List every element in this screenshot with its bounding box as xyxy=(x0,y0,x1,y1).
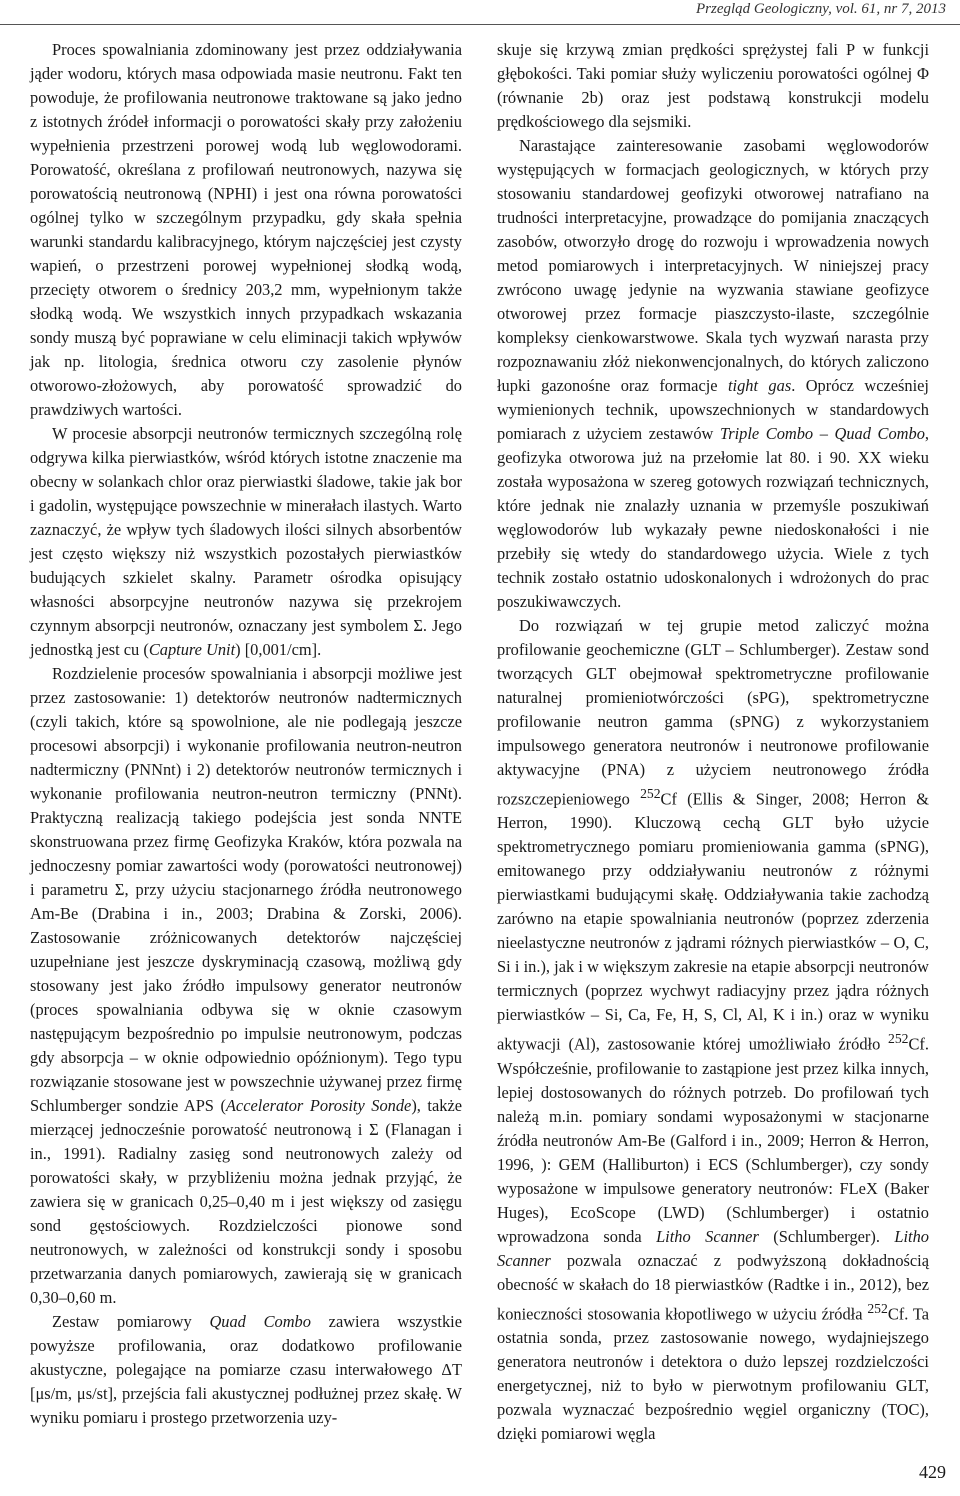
header-rule xyxy=(0,24,960,25)
paragraph-text: , geofizyka otworowa już na przełomie lat 80. i 90. XX wieku została wyposażona w szereg gotowych rozwiązań technicznych, które jednak nie znalazły uznania w przemyśle poszukiwań węglowodorów lub wykazały pewne niedoskonałości i nie przebiły się wtedy do standardowego użycia. Wiele z tych technik zostało ostatnio udoskonalonych i wdrożonych do prac poszukiwawczych. xyxy=(497,424,930,611)
page-number: 429 xyxy=(919,1462,946,1482)
italic-term: Capture Unit xyxy=(148,640,236,659)
superscript: 252 xyxy=(640,786,661,801)
italic-term: Triple Combo – Quad Combo xyxy=(720,424,925,443)
italic-term: Accelerator Porosity Sonde xyxy=(225,1096,412,1115)
paragraph xyxy=(30,662,462,1310)
right-column xyxy=(497,38,929,1446)
paragraph xyxy=(30,422,462,662)
italic-term: tight gas xyxy=(727,376,792,395)
paragraph-text: Narastające zainteresowanie zasobami węglowodorów występujących w formacjach geologicznych, w których przy stosowaniu standardowej geofizyki otworowej natrafiano na trudności interpretacyjne, prowadzące do pomijania znaczących zasobów, otworzyło drogę do rozwoju i wprowadzenia nowych metod pomiarowych i interpretacyjnych. W niniejszej pracy zwrócono uwagę jedynie na wyzwania stawiane geofizyce otworowej przez formacje piaszczysto-ilaste, szczególnie kompleksy cienkowarstwowe. Skala tych wyzwań narasta przy rozpoznawaniu złóż niekonwencjonalnych, do których zaliczono łupki gazonośne oraz formacje xyxy=(497,136,929,395)
paragraph-text: ), także mierzącej jednocześnie porowatość neutronową i Σ (Flanagan i in., 1991). Radialny zasięg sond neutronowych zależy od porowatości skały, w przybliżeniu można jednak przyjąć, że zawiera się w granicach 0,25–0,40 m i jest większy od zasięgu sond gęstościowych. Rozdzielczości pionowe sond neutronowych, w zależności od konstrukcji sondy i sposobu przetwarzania danych pomiarowych, zawierają się w granicach 0,30–0,60 m. xyxy=(30,1096,462,1307)
italic-term: Litho Scanner xyxy=(497,1226,929,1270)
paragraph-text: skuje się krzywą zmian prędkości sprężystej fali P w funkcji głębokości. Taki pomiar służy wyliczeniu porowatości ogólnej Φ (równanie 2b) oraz jest podstawą konstrukcji modelu prędkościowego dla sejsmiki. xyxy=(497,40,929,131)
paragraph-text: W procesie absorpcji neutronów termicznych szczególną rolę odgrywa kilka pierwiastków, wśród których istotne znaczenie ma obecny w solankach chlor oraz pierwiastki śladowe, takie jak bor i gadolin, występujące powszechnie w minerałach ilastych. Warto zaznaczyć, że wpływ tych śladowych ilości silnych absorbentów jest często większy niż wszystkich pozostałych pierwiastków budujących szkielet skalny. Parametr ośrodka opisujący własności absorpcyjne neutronów nazywa się przekrojem czynnym absorpcji neutronów, oznaczany jest symbolem Σ. Jego jednostką jest cu ( xyxy=(30,424,462,659)
paragraph-text: (Schlumberger). xyxy=(758,1226,895,1246)
paragraph-text: Do rozwiązań w tej grupie metod zaliczyć można profilowanie geochemiczne (GLT – Schlumberger). Zestaw sond tworzących GLT obejmował spektrometryczne profilowanie naturalnej promieniotwórczości (sPG), spektrometryczne profilowanie neutron gamma (sPNG) z wykorzystaniem impulsowego generatora neutronów i neutronowe profilowanie aktywacyjne (PNA) z użyciem neutronowego źródła rozszczepieniowego xyxy=(497,616,929,809)
paragraph-text: Cf (Ellis & Singer, 2008; Herron & Herron, 1990). Kluczową cechą GLT było użycie spektrometrycznego pomiaru promieniowania gamma (sPNG), emitowanego przy oddziaływaniu neutronów z różnymi pierwiastkami budującymi skałę. Oddziaływania takie zachodzą zarówno na etapie spowalniania neutronów (poprzez zderzenia nieelastyczne neutronów z jądrami różnych pierwiastków – O, C, Si i in.), jak i w większym zakresie na etapie absorpcji neutronów termicznych (poprzez wychwyt radiacyjny przez jądra różnych pierwiastków – Si, Ca, Fe, H, S, Cl, Al, K i in.) oraz w wyniku aktywacji (Al), zastosowanie której umożliwiało źródło xyxy=(497,789,929,1054)
paragraph-text: Cf. Współcześnie, profilowanie to zastąpione jest przez kilka innych, lepiej dostosowanych do różnych potrzeb. Do profilowań tych należą m.in. pomiary sondami wyposażonymi w stacjonarne źródła neutronów Am-Be (Galford i in., 2009; Herron & Herron, 1996, ): GEM (Halliburton) i ECS (Schlumberger), czy sondy wyposażone w impulsowe generatory neutronów: FLeX (Baker Huges), EcoScope (LWD) (Schlumberger) i ostatnio wprowadzona sonda xyxy=(497,1034,929,1246)
paragraph xyxy=(497,614,929,1446)
paragraph xyxy=(30,38,462,422)
paragraph xyxy=(497,134,929,614)
paragraph-text: pozwala oznaczać z podwyższoną dokładnością obecność w skałach do 18 pierwiastków (Radtke i in., 2012), bez konieczności stosowania kłopotliwego w użyciu źródła xyxy=(497,1250,929,1324)
italic-term: Litho Scanner xyxy=(656,1226,759,1246)
journal-header: Przegląd Geologiczny, vol. 61, nr 7, 2013 xyxy=(696,1,946,17)
superscript: 252 xyxy=(888,1031,909,1047)
italic-term: Quad Combo xyxy=(209,1312,311,1331)
paragraph xyxy=(30,1310,462,1430)
paragraph-text: Zestaw pomiarowy xyxy=(52,1312,210,1331)
paragraph-text: Rozdzielenie procesów spowalniania i absorpcji możliwe jest przez zastosowanie: 1) detektorów neutronów nadtermicznych (czyli takich, które są spowolnione, ale nie podlegają jeszcze procesowi absorpcji) i wykonanie profilowania neutron-neutron nadtermiczny (PNNnt) i 2) detektorów neutronów termicznych i wykonanie profilowania neutron-neutron termiczny (PNNt). Praktyczną realizacją takiego podejścia jest sonda NNTE skonstruowana przez firmę Geofizyka Kraków, która pozwala na jednoczesny pomiar zawartości wody (porowatości neutronowej) i parametru Σ, przy użyciu stacjonarnego źródła neutronowego Am-Be (Drabina i in., 2003; Drabina & Zorski, 2006). Zastosowanie zróżnicowanych detektorów najczęściej uzupełniane jest jeszcze dyskryminacją czasową, możliwą gdy stosowany jest jako źródło impulsowy generator neutronów (proces spowalniania odbywa się w oknie czasowym następującym bezpośrednio po impulsie neutronowym, podczas gdy absorpcja – w oknie odpowiednio opóźnionym). Tego typu rozwiązanie stosowane jest w powszechnie używanej przez firmę Schlumberger sondzie APS ( xyxy=(30,664,462,1115)
left-column xyxy=(30,38,462,1430)
paragraph-text: ) [0,001/cm]. xyxy=(235,640,322,659)
paragraph xyxy=(497,38,929,134)
paragraph-text: Proces spowalniania zdominowany jest przez oddziaływania jąder wodoru, których masa odpowiada masie neutronu. Fakt ten powoduje, że profilowania neutronowe traktowane są jako jedno z istotnych źródeł informacji o porowatości skały przy założeniu wypełnienia przestrzeni porowej wodą lub węglowodorami. Porowatość, określana z profilowań neutronowych, nazywa się porowatością neutronową (NPHI) i jest ona równa porowatości ogólnej tylko w szczególnym przypadku, gdy skała spełnia warunki standardu kalibracyjnego, którym najczęściej jest czysty wapień, o przestrzeni porowej wypełnionej słodką wodą, przecięty otworem o średnicy 203,2 mm, wypełnionym także słodką wodą. We wszystkich innych przypadkach wskazania sondy muszą być poprawiane w celu eliminacji takich wpływów jak np. litologia, średnica otworu czy zasolenie płynów otworowo-złożowych, aby porowatość sprowadzić do prawdziwych wartości. xyxy=(30,40,462,419)
paragraph-text: zawiera wszystkie powyższe profilowania, oraz dodatkowo profilowanie akustyczne, polegające na pomiarze czasu interwałowego ΔT [μs/m, μs/st], przejścia fali akustycznej podłużnej przez skałę. W wyniku pomiaru i prostego przetworzenia uzy- xyxy=(30,1312,462,1427)
paragraph-text: . Oprócz wcześniej wymienionych technik, upowszechnionych w standardowych pomiarach z użyciem zestawów xyxy=(497,376,929,443)
paragraph-text: Cf. Ta ostatnia sonda, przez zastosowanie nowego, wydajniejszego generatora neutronów i detektora o dużo lepszej rozdzielczości energetycznej, niż to było w pierwotnym profilowaniu GLT, pozwala wyznaczać bezpośrednio węgiel organiczny (TOC), dzięki pomiarowi węgla xyxy=(497,1304,929,1444)
superscript: 252 xyxy=(867,1300,888,1316)
